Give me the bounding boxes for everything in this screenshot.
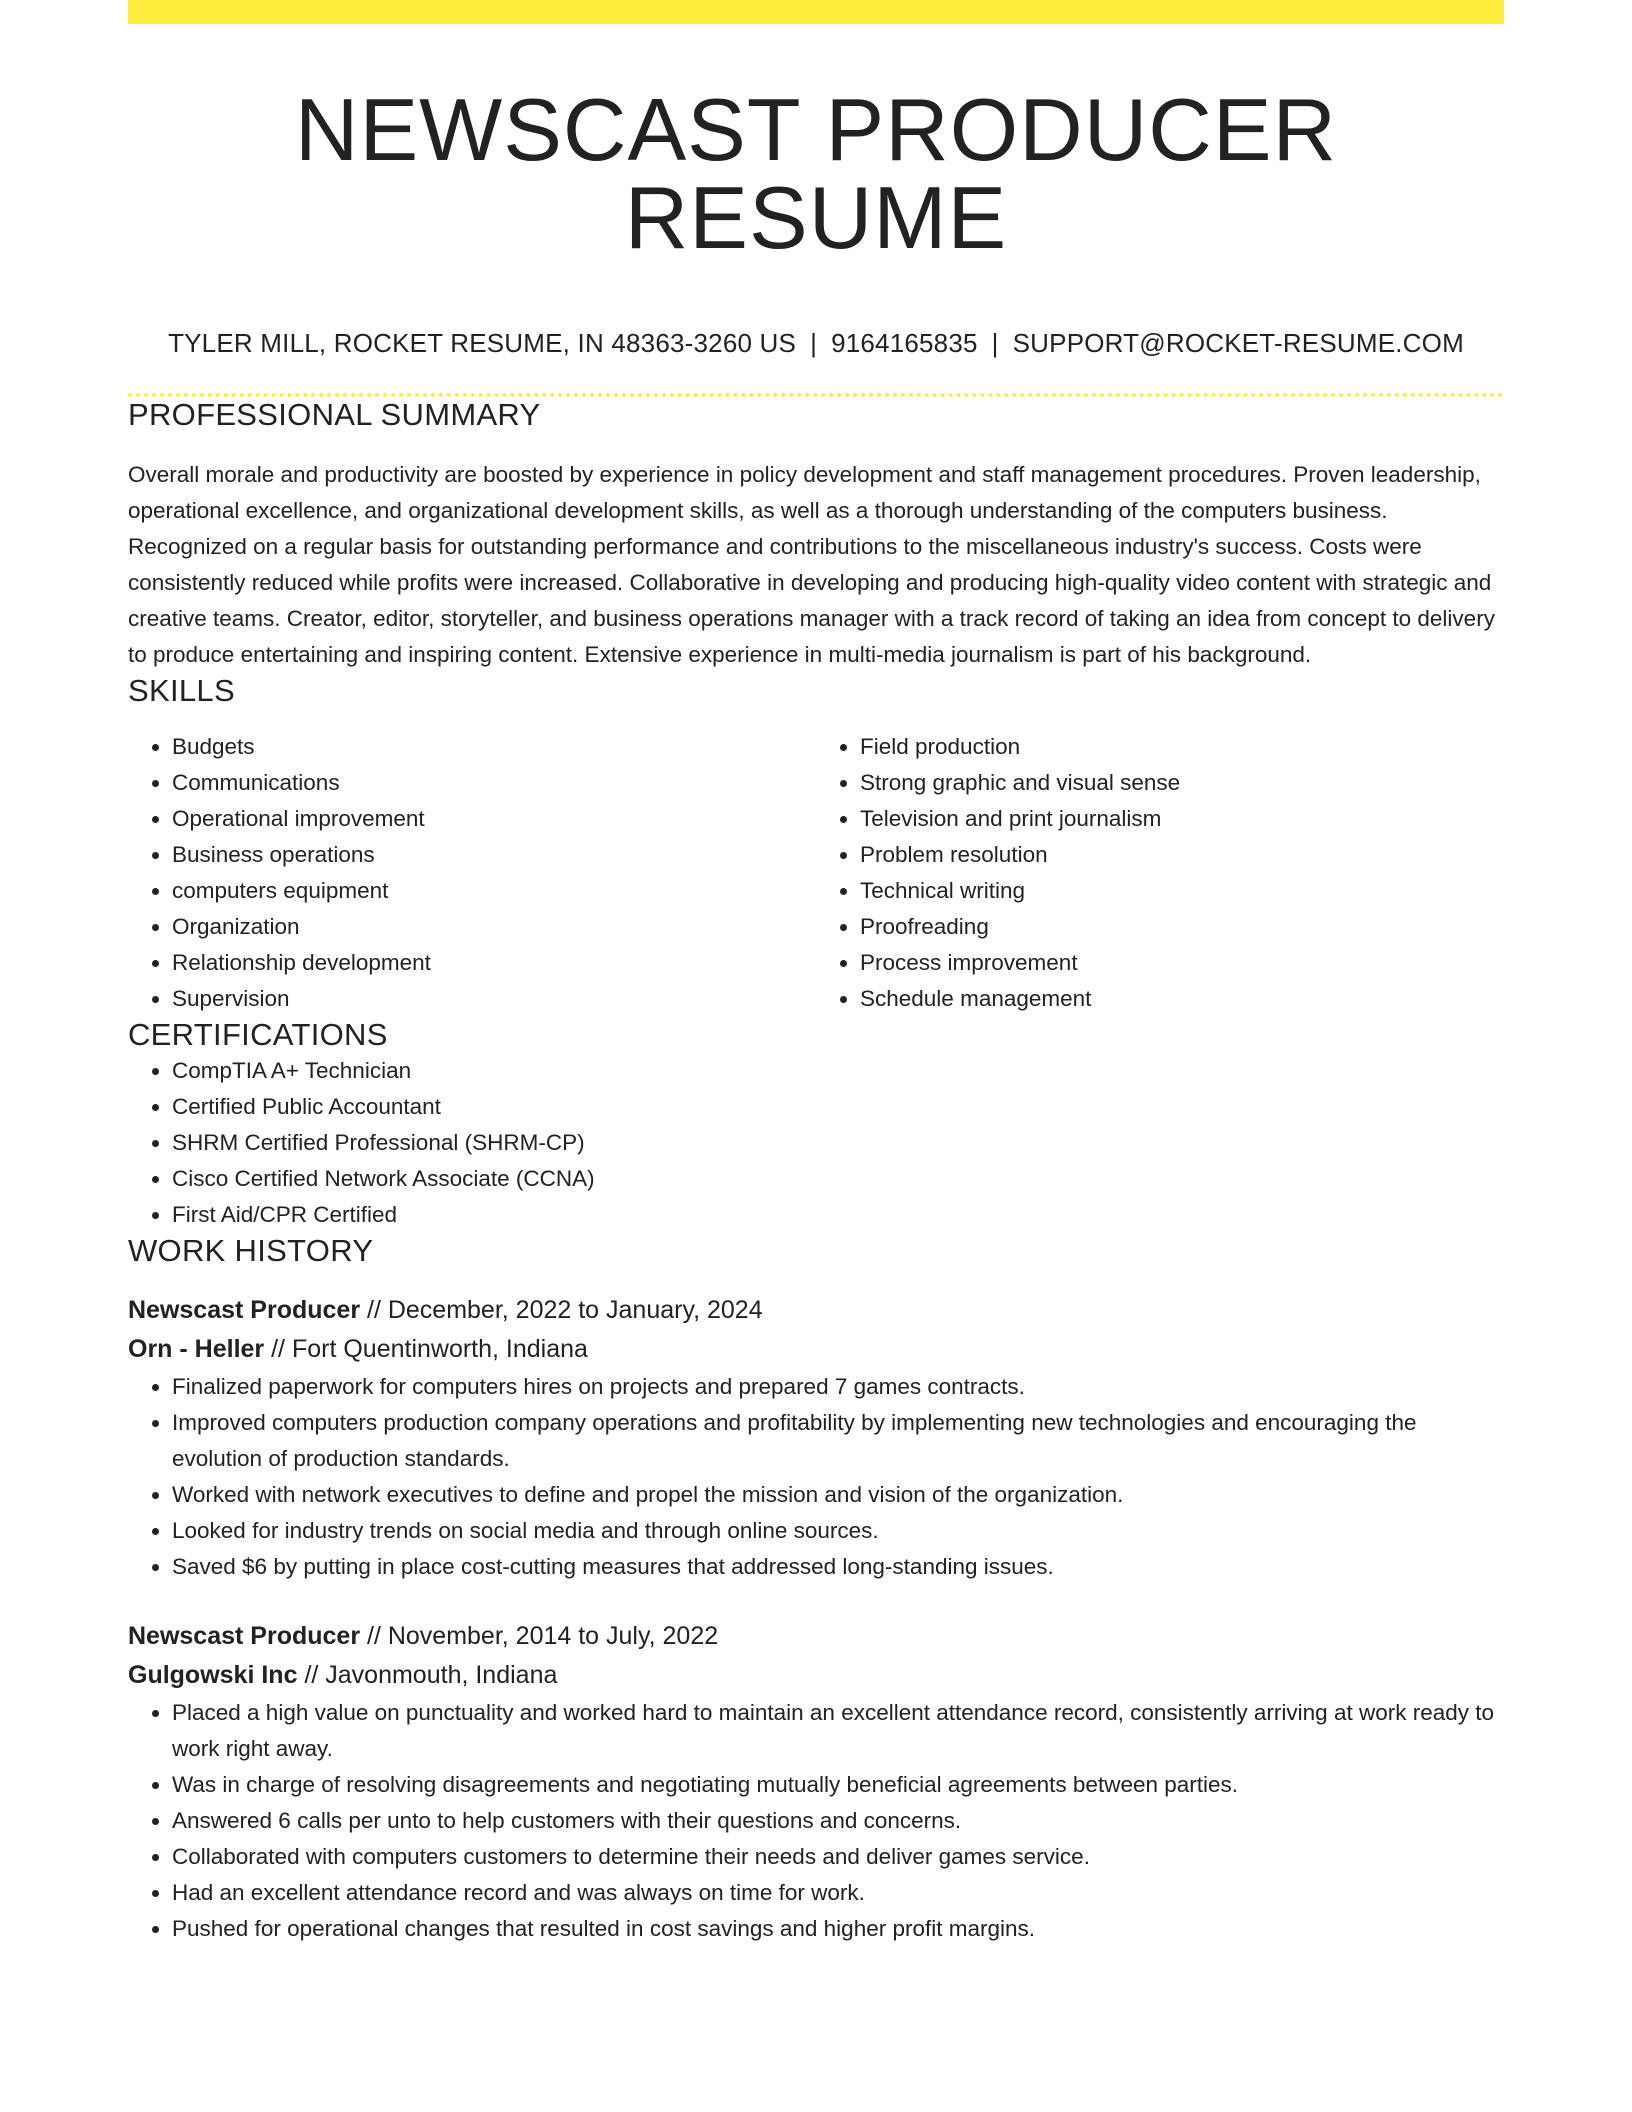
job-header — [128, 1291, 1504, 1369]
job-bullet: • Answered 6 calls per unto to help customers with their questions and concerns. — [172, 1803, 1504, 1839]
skill-item: • Proofreading — [860, 909, 1504, 945]
work-history-heading: WORK HISTORY — [128, 1233, 374, 1268]
job-company: Orn - Heller — [128, 1335, 265, 1363]
skill-item: • computers equipment — [172, 873, 816, 909]
skill-item: • Technical writing — [860, 873, 1504, 909]
skill-item: • Organization — [172, 909, 816, 945]
skill-item: • Operational improvement — [172, 801, 816, 837]
contact-address: TYLER MILL, ROCKET RESUME, IN 48363-3260 US — [168, 328, 797, 358]
job-bullet: • Placed a high value on punctuality and worked hard to maintain an excellent attendance record, consistently arriving at work ready to work right away. — [172, 1695, 1504, 1767]
skill-item: • Strong graphic and visual sense — [860, 765, 1504, 801]
contact-email: SUPPORT@ROCKET-RESUME.COM — [1012, 328, 1464, 358]
job-dates: // December, 2022 to January, 2024 — [367, 1296, 763, 1324]
summary-text: Overall morale and productivity are boosted by experience in policy development and staff management procedures. Proven leadership, operational excellence, and organizational development skills, as well as a thorough understanding of the computers business. Recognized on a regular basis for outstanding performance and contributions to the miscellaneous industry's success. Costs were consistently reduced while profits were increased. Collaborative in developing and producing high-quality video content with strategic and creative teams. Creator, editor, storyteller, and business operations manager with a track record of taking an idea from concept to delivery to produce entertaining and inspiring content. Extensive experience in multi-media journalism is part of his background. — [128, 462, 1495, 667]
job-bullet: • Saved $6 by putting in place cost-cutting measures that addressed long-standing issues. — [172, 1549, 1504, 1585]
skills-list-right — [816, 729, 1504, 1017]
summary-heading: PROFESSIONAL SUMMARY — [128, 397, 541, 432]
job-bullet: • Looked for industry trends on social media and through online sources. — [172, 1513, 1504, 1549]
skill-item: • Process improvement — [860, 945, 1504, 981]
job-title: Newscast Producer — [128, 1296, 361, 1324]
job-entry — [128, 1617, 1504, 1947]
contact-separator: | — [991, 328, 999, 358]
skills-columns — [128, 729, 1504, 1017]
skill-item: • Schedule management — [860, 981, 1504, 1017]
job-bullet: • Was in charge of resolving disagreements and negotiating mutually beneficial agreements between parties. — [172, 1767, 1504, 1803]
skill-item: • Communications — [172, 765, 816, 801]
skill-item: • Business operations — [172, 837, 816, 873]
job-company-line — [128, 1656, 1504, 1695]
skill-item: • Field production — [860, 729, 1504, 765]
skill-item: • Problem resolution — [860, 837, 1504, 873]
job-title: Newscast Producer — [128, 1622, 361, 1650]
certifications-heading: CERTIFICATIONS — [128, 1017, 388, 1052]
contact-separator: | — [810, 328, 818, 358]
certification-item: • Certified Public Accountant — [172, 1089, 1504, 1125]
contact-line — [128, 328, 1504, 359]
certification-item: • Cisco Certified Network Associate (CCNA) — [172, 1161, 1504, 1197]
job-company-line — [128, 1330, 1504, 1369]
skill-item: • Supervision — [172, 981, 816, 1017]
certification-item: • SHRM Certified Professional (SHRM-CP) — [172, 1125, 1504, 1161]
job-location: // Javonmouth, Indiana — [304, 1661, 558, 1689]
job-location: // Fort Quentinworth, Indiana — [271, 1335, 588, 1363]
job-bullet: • Worked with network executives to define and propel the mission and vision of the organization. — [172, 1477, 1504, 1513]
certifications-list — [128, 1053, 1504, 1233]
top-accent-bar — [128, 0, 1504, 24]
skill-item: • Relationship development — [172, 945, 816, 981]
certification-item: • CompTIA A+ Technician — [172, 1053, 1504, 1089]
job-bullet: • Improved computers production company operations and profitability by implementing new technologies and encouraging the evolution of production standards. — [172, 1405, 1504, 1477]
contact-phone: 9164165835 — [831, 328, 978, 358]
job-company: Gulgowski Inc — [128, 1661, 298, 1689]
certification-item: • First Aid/CPR Certified — [172, 1197, 1504, 1233]
job-bullets — [128, 1369, 1504, 1585]
job-bullet: • Finalized paperwork for computers hires on projects and prepared 7 games contracts. — [172, 1369, 1504, 1405]
job-bullet: • Pushed for operational changes that resulted in cost savings and higher profit margins. — [172, 1911, 1504, 1947]
job-bullet: • Collaborated with computers customers to determine their needs and deliver games service. — [172, 1839, 1504, 1875]
skills-heading: SKILLS — [128, 673, 235, 708]
skill-item: • Budgets — [172, 729, 816, 765]
job-dates: // November, 2014 to July, 2022 — [367, 1622, 719, 1650]
resume-page — [128, 0, 1504, 1947]
job-entry — [128, 1291, 1504, 1585]
skills-list-left — [128, 729, 816, 1017]
job-title-line — [128, 1617, 1504, 1656]
skill-item: • Television and print journalism — [860, 801, 1504, 837]
resume-title: NEWSCAST PRODUCER RESUME — [294, 80, 1338, 267]
job-header — [128, 1617, 1504, 1695]
job-bullet: • Had an excellent attendance record and was always on time for work. — [172, 1875, 1504, 1911]
job-title-line — [128, 1291, 1504, 1330]
job-bullets — [128, 1695, 1504, 1947]
